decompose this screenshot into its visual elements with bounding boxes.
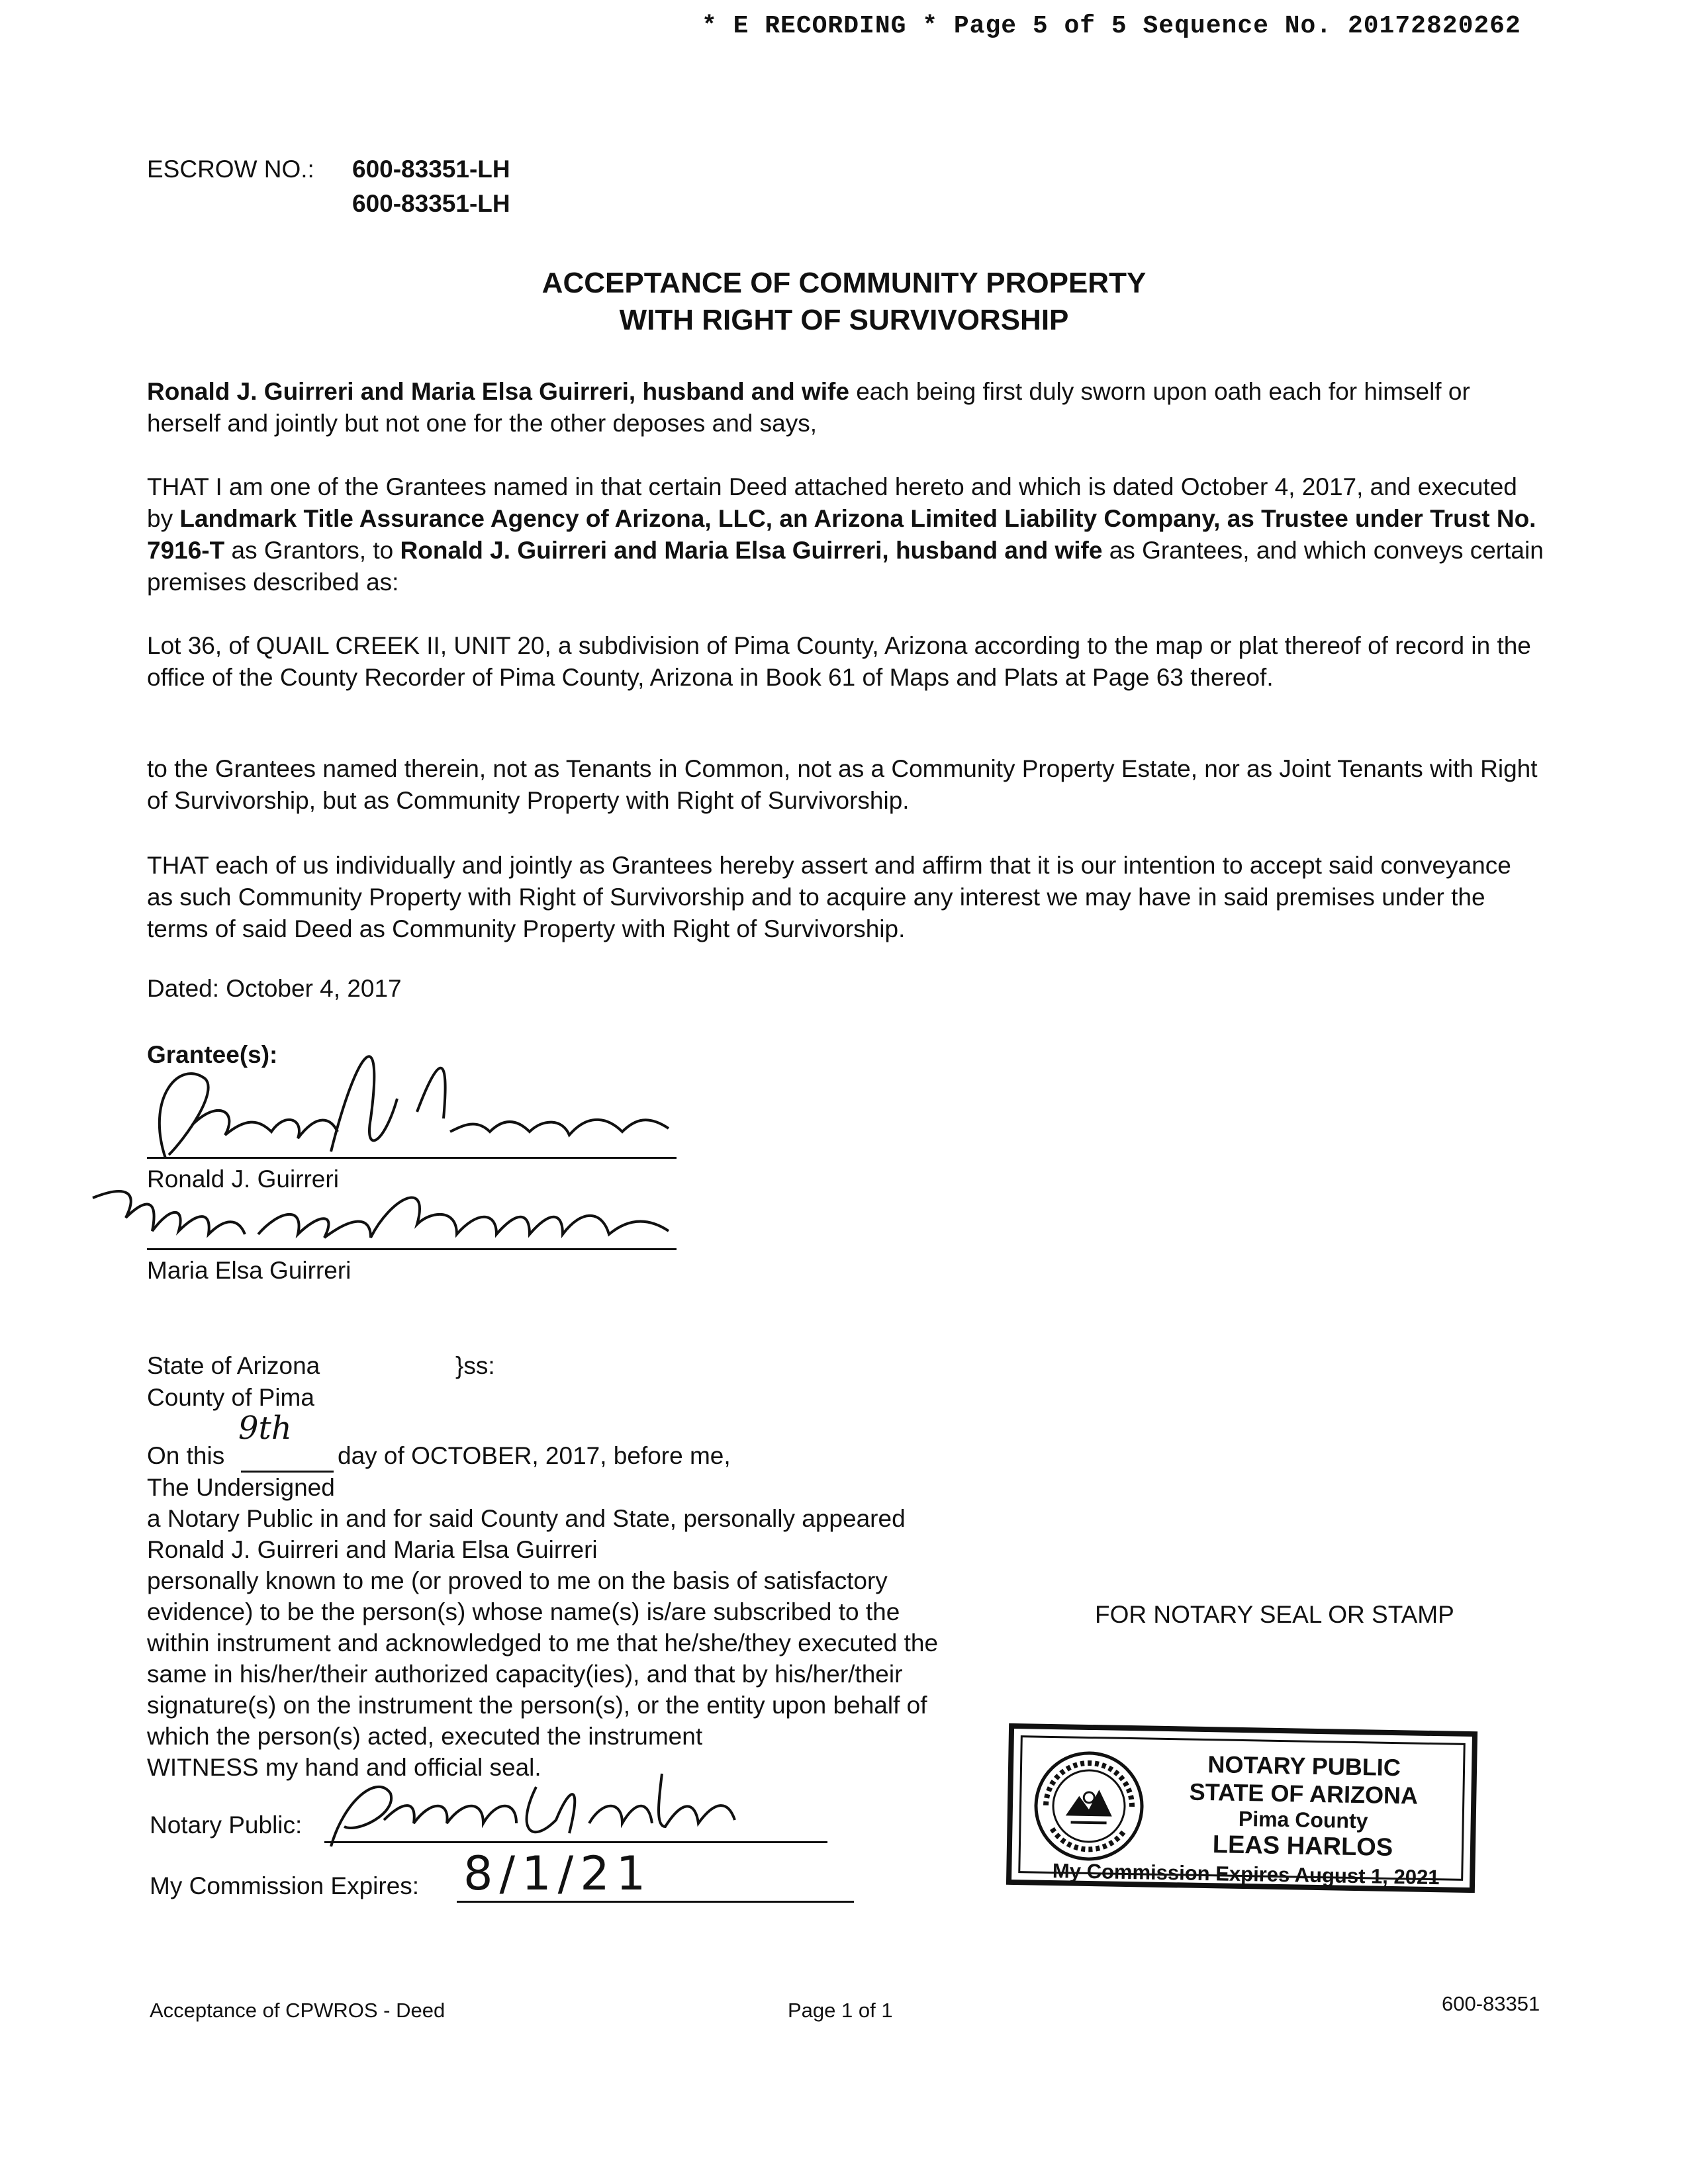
signature-maria xyxy=(86,1171,695,1257)
notary-stamp xyxy=(1006,1723,1477,1893)
signature-line xyxy=(147,1248,677,1250)
venue-state: State of Arizona xyxy=(147,1352,320,1379)
handwritten-commission-date: 8/1/21 xyxy=(463,1846,653,1901)
affirmation-paragraph: THAT each of us individually and jointly as Grantees hereby assert and affirm that it is our intention to accept said conveyance as such Community Property with Right of Survivorship and to acquire any interest we may have in said premises under the terms of said Deed as Community Property with Right of Survivorship. xyxy=(147,852,1511,942)
dated-line: Dated: October 4, 2017 xyxy=(147,975,402,1002)
acknowledgment-line: evidence) to be the person(s) whose name(s) is/are subscribed to the xyxy=(147,1598,900,1625)
deed-text-1: THAT I am one of the Grantees named in that certain Deed attached hereto and which is dated October 4, 2017, and executed by xyxy=(147,473,1517,532)
deed-paragraph xyxy=(147,471,1544,598)
deponents-text: each being first duly sworn upon oath each for himself or herself and jointly but not one for the other deposes and says, xyxy=(147,378,1470,437)
deed-text-2: as Grantors, to xyxy=(224,537,400,564)
signature-line xyxy=(147,1157,677,1159)
venue-county: County of Pima xyxy=(147,1384,314,1411)
notary-public-label: Notary Public: xyxy=(150,1811,303,1839)
notary-seal-label: FOR NOTARY SEAL OR STAMP xyxy=(1095,1601,1454,1628)
footer-page-number: Page 1 of 1 xyxy=(788,1999,893,2022)
tenancy-paragraph: to the Grantees named therein, not as Tenants in Common, not as a Community Property Estate, nor as Joint Tenants with Right of Survivorship, but as Community Property with Right of Survivorship. xyxy=(147,755,1538,814)
day-of-text: day of OCTOBER, 2017, before me, xyxy=(338,1442,731,1469)
signer-name: Ronald J. Guirreri xyxy=(147,1165,339,1193)
document-title-line2: WITH RIGHT OF SURVIVORSHIP xyxy=(619,304,1069,336)
stamp-line-1: NOTARY PUBLIC xyxy=(1207,1751,1401,1782)
footer-left: Acceptance of CPWROS - Deed xyxy=(150,1999,445,2022)
escrow-number: 600-83351-LH xyxy=(352,156,510,183)
commission-expires-label: My Commission Expires: xyxy=(150,1872,420,1899)
grantee-names: Ronald J. Guirreri and Maria Elsa Guirreri, husband and wife xyxy=(400,537,1103,564)
acknowledgment-line: same in his/her/their authorized capacity(ies), and that by his/her/their xyxy=(147,1661,903,1688)
stamp-line-4: LEAS HARLOS xyxy=(1212,1831,1393,1862)
notary-signature xyxy=(318,1760,741,1853)
footer-right: 600-83351 xyxy=(1442,1992,1540,2015)
acknowledgment-line: a Notary Public in and for said County and State, personally appeared xyxy=(147,1505,906,1532)
deponents-paragraph xyxy=(147,376,1544,439)
escrow-number: 600-83351-LH xyxy=(352,190,510,217)
signer-name: Maria Elsa Guirreri xyxy=(147,1257,352,1284)
acknowledgment-line: Ronald J. Guirreri and Maria Elsa Guirreri xyxy=(147,1536,598,1563)
recording-header: * E RECORDING * Page 5 of 5 Sequence No. 20172820262 xyxy=(702,12,1521,40)
acknowledgment-line: The Undersigned xyxy=(147,1474,335,1501)
acknowledgment-text xyxy=(147,1472,1074,1783)
commission-line xyxy=(457,1901,854,1903)
acknowledgment-line: signature(s) on the instrument the person(s), or the entity upon behalf of xyxy=(147,1692,927,1719)
grantor-names: Landmark Title Assurance Agency of Arizona, LLC, an Arizona Limited Liability Company, as Trustee under Trust No. 7916-T xyxy=(147,505,1536,564)
legal-description: Lot 36, of QUAIL CREEK II, UNIT 20, a subdivision of Pima County, Arizona according to the map or plat thereof of record in the office of the County Recorder of Pima County, Arizona in Book 61 of Maps and Plats at Page 63 thereof. xyxy=(147,632,1531,691)
notary-signature-line xyxy=(324,1841,827,1843)
acknowledgment-line: personally known to me (or proved to me on the basis of satisfactory xyxy=(147,1567,888,1594)
stamp-commission-line: My Commission Expires August 1, 2021 xyxy=(1052,1859,1440,1889)
acknowledgment-line: which the person(s) acted, executed the instrument xyxy=(147,1723,703,1750)
handwritten-day: 9th xyxy=(238,1410,292,1447)
grantee-label: Grantee(s): xyxy=(147,1041,278,1068)
acknowledgment-line: WITNESS my hand and official seal. xyxy=(147,1754,541,1781)
venue-ss: }ss: xyxy=(455,1352,495,1379)
escrow-label: ESCROW NO.: xyxy=(147,156,314,183)
stamp-line-2: STATE OF ARIZONA xyxy=(1189,1778,1419,1809)
acknowledgment-line: within instrument and acknowledged to me that he/she/they executed the xyxy=(147,1629,939,1657)
deponent-names: Ronald J. Guirreri and Maria Elsa Guirreri, husband and wife xyxy=(147,378,849,405)
on-this-label: On this xyxy=(147,1442,225,1469)
deed-text-3: as Grantees, and which conveys certain premises described as: xyxy=(147,537,1544,596)
arizona-state-seal-icon xyxy=(1032,1749,1147,1863)
stamp-line-3: Pima County xyxy=(1238,1806,1368,1833)
document-title: ACCEPTANCE OF COMMUNITY PROPERTY xyxy=(541,267,1147,299)
signature-ronald xyxy=(106,1019,702,1171)
